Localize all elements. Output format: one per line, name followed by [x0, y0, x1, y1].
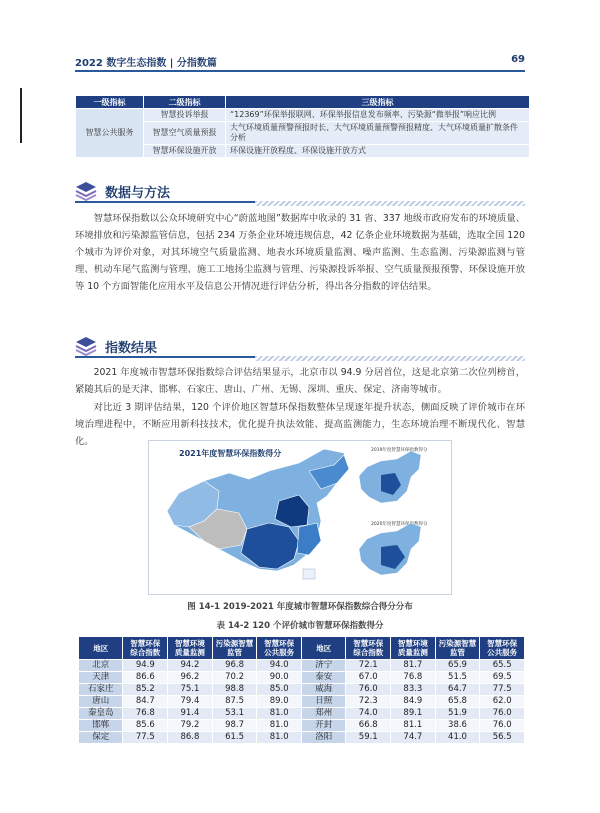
score-cell: 65.9: [435, 660, 480, 672]
score-cell: 72.1: [346, 660, 391, 672]
indicator-level3: 大气环境质量预警预报时长、大气环境质量预警预报精度、大气环境质量扩散条件分析: [226, 122, 530, 145]
indicator-table: [75, 95, 530, 158]
city-name-cell: 天津: [79, 672, 123, 684]
score-cell: 53.1: [212, 708, 257, 720]
header-title: 2022 数字生态指数 | 分指数篇: [75, 58, 217, 69]
table-row: [79, 696, 525, 708]
score-cell: 81.1: [391, 720, 436, 732]
score-cell: 94.2: [168, 660, 213, 672]
score-header-cell: 地区: [301, 637, 345, 660]
score-cell: 79.4: [168, 696, 213, 708]
score-cell: 85.2: [123, 684, 168, 696]
score-table: [78, 636, 525, 744]
margin-rule: [20, 88, 22, 143]
section-heading-data-method: [75, 181, 170, 201]
city-name-cell: 唐山: [79, 696, 123, 708]
score-cell: 96.8: [212, 660, 257, 672]
results-paragraph-2: 对比近 3 期评估结果，120 个评价地区智慧环保指数整体呈现逐年提升状态，侧面反映了评价城市在环境治理进程中，不断应用新科技技术，优化提升执法效能、提高监测能力，生态环境治理不断现代化、智慧化。: [75, 402, 525, 447]
score-cell: 61.5: [212, 732, 257, 744]
indicator-level3: 环保设施开放程度、环保设施开放方式: [226, 145, 530, 158]
score-cell: 67.0: [346, 672, 391, 684]
main-map-title: 2021年度智慧环保指数得分: [179, 449, 282, 458]
score-cell: 89.1: [391, 708, 436, 720]
city-name-cell: 威海: [301, 684, 345, 696]
score-cell: 76.0: [480, 720, 525, 732]
score-cell: 59.1: [346, 732, 391, 744]
city-name-cell: 泰安: [301, 672, 345, 684]
score-cell: 87.5: [212, 696, 257, 708]
score-header-cell: 智慧环保 公共服务: [480, 637, 525, 660]
inset-2019-title: 2019年度智慧环保指数得分: [371, 448, 428, 453]
score-cell: 76.0: [346, 684, 391, 696]
score-table-header: [79, 637, 525, 660]
score-cell: 66.8: [346, 720, 391, 732]
score-cell: 85.0: [257, 684, 302, 696]
score-header-cell: 智慧环保 综合指数: [123, 637, 168, 660]
score-cell: 81.0: [257, 720, 302, 732]
inset-2020-title: 2020年度智慧环保指数得分: [371, 522, 428, 527]
page-number: 69: [511, 54, 525, 65]
indicator-level2: 智慧环保设施开放: [144, 145, 226, 158]
table-row: [79, 684, 525, 696]
china-map-illustration: [149, 441, 451, 594]
table-caption: 表 14-2 120 个评价城市智慧环保指数得分: [216, 621, 384, 631]
city-name-cell: 日照: [301, 696, 345, 708]
score-cell: 76.8: [391, 672, 436, 684]
score-header-cell: 地区: [79, 637, 123, 660]
score-cell: 98.7: [212, 720, 257, 732]
table-row: [79, 660, 525, 672]
section-title: 数据与方法: [105, 185, 171, 201]
score-cell: 51.5: [435, 672, 480, 684]
table-row: [79, 708, 525, 720]
score-cell: 38.6: [435, 720, 480, 732]
indicator-level1: 智慧公共服务: [76, 109, 144, 158]
page-header: [75, 54, 525, 69]
score-cell: 77.5: [123, 732, 168, 744]
figure-caption: 图 14-1 2019-2021 年度城市智慧环保指数综合得分分布: [187, 602, 413, 612]
score-cell: 86.8: [168, 732, 213, 744]
city-name-cell: 济宁: [301, 660, 345, 672]
score-header-cell: 智慧环境 质量监测: [391, 637, 436, 660]
score-cell: 81.7: [391, 660, 436, 672]
score-cell: 65.5: [480, 660, 525, 672]
score-cell: 83.3: [391, 684, 436, 696]
score-cell: 65.8: [435, 696, 480, 708]
score-cell: 85.6: [123, 720, 168, 732]
score-cell: 86.6: [123, 672, 168, 684]
score-cell: 75.1: [168, 684, 213, 696]
results-paragraph-1: 2021 年度城市智慧环保指数综合评估结果显示，北京市以 94.9 分居首位，这是北京第二次位列榜首，紧随其后的是天津、邯郸、石家庄、唐山、广州、无锡、深圳、重庆、保定、济南等城市。: [75, 367, 525, 395]
score-cell: 69.5: [480, 672, 525, 684]
score-cell: 84.9: [391, 696, 436, 708]
score-cell: 89.0: [257, 696, 302, 708]
score-cell: 96.2: [168, 672, 213, 684]
score-cell: 41.0: [435, 732, 480, 744]
score-cell: 51.9: [435, 708, 480, 720]
section-divider: [75, 201, 525, 202]
score-cell: 76.0: [480, 708, 525, 720]
city-name-cell: 开封: [301, 720, 345, 732]
score-header-cell: 智慧环境 质量监测: [168, 637, 213, 660]
score-cell: 74.7: [391, 732, 436, 744]
score-cell: 84.7: [123, 696, 168, 708]
indicator-level2: 智慧投诉举报: [144, 109, 226, 122]
score-header-cell: 污染源智慧监管: [212, 637, 257, 660]
header-divider: [75, 70, 525, 72]
map-region-east: [297, 523, 321, 555]
indicator-level3: “12369”环保举报联网、环保举报信息发布频率、污染源“微举报”响应比例: [226, 109, 530, 122]
score-cell: 62.0: [480, 696, 525, 708]
score-header-cell: 智慧环保 公共服务: [257, 637, 302, 660]
indicator-level2: 智慧空气质量预报: [144, 122, 226, 145]
score-cell: 90.0: [257, 672, 302, 684]
method-paragraph: 智慧环保指数以公众环境研究中心“蔚蓝地图”数据库中收录的 31 省、337 地级市政府发布的环境质量、环境排放和污染源监管信息，包括 234 万条企业环境违规信息，42 亿条企业环境数据为基础，选取全国 120 个城市为评价对象，对其环境空气质量监测、地表水环境质量监测、噪声监测、生态监测、污染源监测与管理、机动车尾气监测与管理、施工工地扬尘监测与管理、污染源投诉举报、空气质量预报预警、环保设施开放等 10 个方面智能化应用水平及信息公开情况进行评估分析，得出各分指数的评估结果。: [75, 213, 525, 292]
city-name-cell: 洛阳: [301, 732, 345, 744]
score-cell: 79.2: [168, 720, 213, 732]
score-cell: 94.0: [257, 660, 302, 672]
score-cell: 94.9: [123, 660, 168, 672]
score-cell: 72.3: [346, 696, 391, 708]
city-name-cell: 北京: [79, 660, 123, 672]
city-name-cell: 秦皇岛: [79, 708, 123, 720]
score-cell: 76.8: [123, 708, 168, 720]
score-cell: 81.0: [257, 708, 302, 720]
table-row: [79, 672, 525, 684]
indicator-header-2: 二级指标: [144, 96, 226, 109]
section-title: 指数结果: [105, 340, 158, 356]
section-divider: [75, 356, 525, 357]
section-heading-results: [75, 336, 157, 356]
indicator-header-1: 一级指标: [76, 96, 144, 109]
city-name-cell: 邯郸: [79, 720, 123, 732]
score-cell: 64.7: [435, 684, 480, 696]
score-cell: 81.0: [257, 732, 302, 744]
south-sea-inset: [303, 569, 315, 579]
score-cell: 91.4: [168, 708, 213, 720]
layers-icon: [75, 181, 97, 201]
layers-icon: [75, 336, 97, 356]
choropleth-map-figure: [148, 440, 452, 595]
score-cell: 70.2: [212, 672, 257, 684]
score-header-cell: 污染源智慧监管: [435, 637, 480, 660]
table-row: [79, 720, 525, 732]
table-row: [79, 732, 525, 744]
score-cell: 74.0: [346, 708, 391, 720]
city-name-cell: 保定: [79, 732, 123, 744]
score-cell: 98.8: [212, 684, 257, 696]
score-cell: 56.5: [480, 732, 525, 744]
city-name-cell: 郑州: [301, 708, 345, 720]
score-cell: 77.5: [480, 684, 525, 696]
indicator-header-3: 三级指标: [226, 96, 530, 109]
score-header-cell: 智慧环保 综合指数: [346, 637, 391, 660]
city-name-cell: 石家庄: [79, 684, 123, 696]
